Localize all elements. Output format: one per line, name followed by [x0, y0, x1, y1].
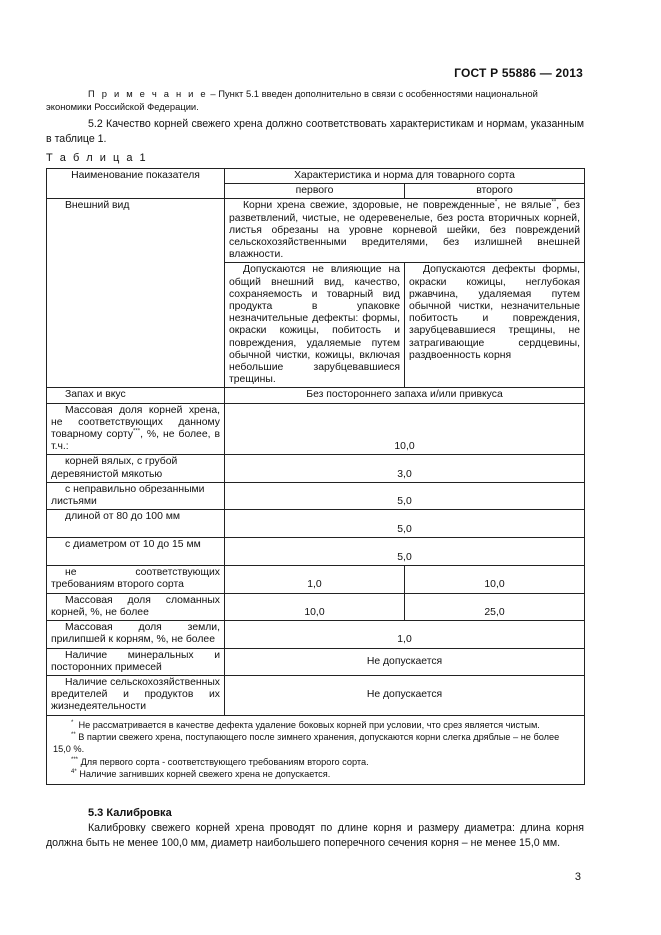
row-wilted-name: корней вялых, с грубой деревянистой мякотью	[47, 455, 225, 482]
row-diameter-name: с диаметром от 10 до 15 мм	[47, 538, 225, 566]
footnote-mark-2: **	[551, 199, 557, 206]
mass-name-b: , %, не более, в т.ч.:	[51, 429, 220, 453]
row-length-value: 5,0	[225, 510, 585, 538]
row-broken-first: 10,0	[225, 593, 405, 620]
row-pests-name: Наличие сельскохозяйственных вредителей и продуктов их жизнедеятельности	[47, 675, 225, 715]
appearance-text-b: , не вялые	[497, 200, 552, 212]
row-length-name: длиной от 80 до 100 мм	[47, 510, 225, 538]
header-second-grade: второго	[405, 184, 585, 199]
row-nonsecond-second: 10,0	[405, 566, 585, 593]
note-label: П р и м е ч а н и е	[88, 88, 208, 99]
row-mineral-name: Наличие минеральных и посторонних примесей	[47, 648, 225, 675]
footnote-1-text: Не рассматривается в качестве дефекта удаление боковых корней при условии, что срез является чистым.	[78, 719, 540, 730]
document-code: ГОСТ Р 55886 — 2013	[454, 66, 583, 80]
row-badcut-value: 5,0	[225, 482, 585, 509]
appearance-text-a: Корни хрена свежие, здоровые, не поврежденные	[243, 200, 495, 212]
footnote-3	[53, 756, 578, 768]
footnote-3-mark: ***	[71, 756, 79, 763]
table-caption: Т а б л и ц а 1	[46, 152, 148, 164]
section-5-3-title: 5.3 Калибровка	[88, 807, 172, 819]
row-broken-name: Массовая доля сломанных корней, %, не более	[47, 593, 225, 620]
row-appearance-name: Внешний вид	[47, 199, 225, 388]
row-appearance-first: Допускаются не влияющие на общий внешний вид, качество, сохраняемость и товарный вид продукта в упаковке незначительные дефекты: формы, окраски кожицы, побитость и повреждения, удаляемые путем обычной чистки, кожицы, включая небольшие зарубцевавшиеся трещины.	[225, 263, 405, 388]
note	[46, 87, 584, 113]
row-nonsecond-name: не соответствующих требованиям второго сорта	[47, 566, 225, 593]
appearance-text-c: , без разветвлений, чистые, не одеревенелые, без роста вторичных корней, листья обрезаны на уровне корневой шейки, без повреждений сельскохозяйственными вредителями, без излишней внешней влажности.	[229, 200, 581, 261]
row-smell-value: Без постороннего запаха и/или привкуса	[225, 388, 585, 403]
row-badcut-name: с неправильно обрезанными листьями	[47, 482, 225, 509]
footnote-2-mark: **	[71, 731, 76, 738]
page-number: 3	[574, 871, 581, 883]
paragraph-5-2: 5.2 Качество корней свежего хрена должно соответствовать характеристикам и нормам, указанным в таблице 1.	[46, 118, 584, 145]
mass-name-a: Массовая доля корней хрена, не соответствующих данному товарному сорту	[51, 404, 220, 441]
row-broken-second: 25,0	[405, 593, 585, 620]
row-nonsecond-first: 1,0	[225, 566, 405, 593]
footnote-mark-3: ***	[133, 428, 141, 435]
row-smell-name: Запах и вкус	[47, 388, 225, 403]
note-text: – Пункт 5.1 введен дополнительно в связи с особенностями национальной экономики Российской Федерации.	[46, 88, 538, 112]
footnote-1-mark: *	[71, 719, 74, 726]
row-mineral-value: Не допускается	[225, 648, 585, 675]
footnote-mark-1: *	[494, 199, 498, 206]
footnote-2	[53, 731, 578, 756]
row-appearance-common	[225, 199, 585, 263]
row-mass-value: 10,0	[225, 403, 585, 455]
header-first-grade: первого	[225, 184, 405, 199]
row-soil-value: 1,0	[225, 621, 585, 648]
section-5-3-text: Калибровку свежего корней хрена проводят по длине корня и размеру диаметра: длина корня должна быть не менее 100,0 мм, диаметр наибольшего поперечного сечения корня – не менее 15,0 мм.	[46, 822, 584, 849]
header-characteristic: Характеристика и норма для товарного сорта	[225, 169, 585, 184]
footnote-4-mark: 4*	[71, 769, 77, 776]
footnote-4	[53, 768, 578, 780]
footnote-3-text: Для первого сорта - соответствующего требованиям второго сорта.	[80, 756, 369, 767]
row-appearance-second: Допускаются дефекты формы, окраски кожицы, неглубокая ржавчина, удаляемая путем обычной чистки, незначительные побитость и повреждения, зарубцевавшиеся трещины, не затрагивающие сердцевины, раздвоенность корня	[405, 263, 585, 388]
row-soil-name: Массовая доля земли, прилипшей к корням, %, не более	[47, 621, 225, 648]
quality-table	[46, 168, 585, 785]
row-pests-value: Не допускается	[225, 675, 585, 715]
row-diameter-value: 5,0	[225, 538, 585, 566]
header-indicator: Наименование показателя	[47, 169, 225, 199]
row-mass-name	[47, 403, 225, 455]
footnote-4-text: Наличие загнивших корней свежего хрена не допускается.	[79, 769, 331, 780]
footnote-2-text: В партии свежего хрена, поступающего после зимнего хранения, допускаются корни слегка дряблые – не более 15,0 %.	[53, 731, 560, 755]
row-wilted-value: 3,0	[225, 455, 585, 482]
footnote-1	[53, 719, 578, 731]
table-footnotes	[47, 715, 585, 784]
